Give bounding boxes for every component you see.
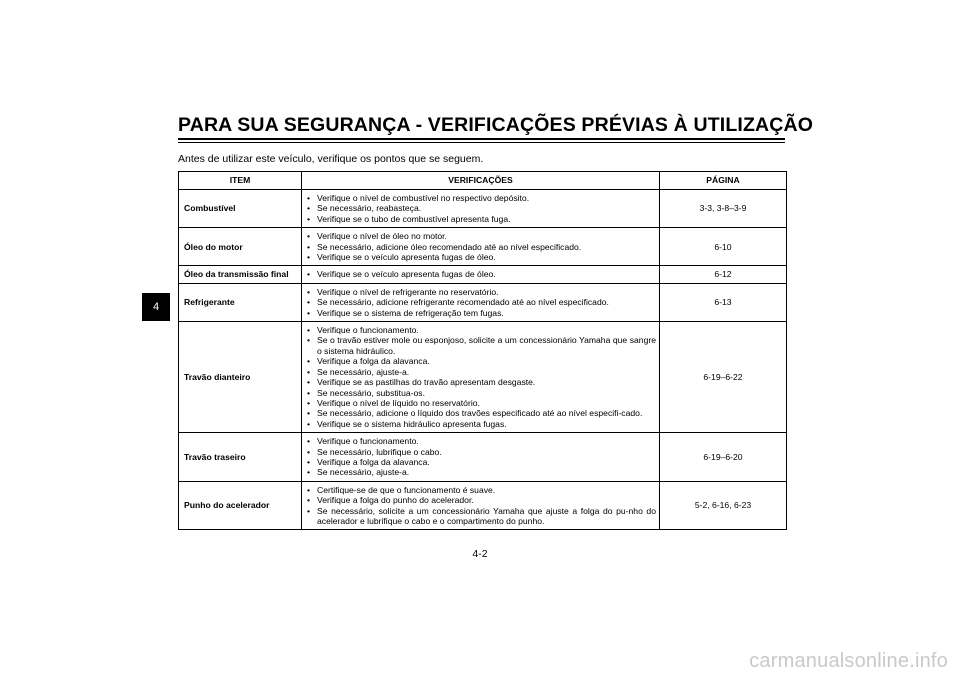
check-item: • Verifique se as pastilhas do travão apresentam desgaste. [305, 377, 656, 387]
item-name: Punho do acelerador [179, 481, 302, 530]
check-item: • Se necessário, ajuste-a. [305, 467, 656, 477]
check-item: • Verifique a folga da alavanca. [305, 356, 656, 366]
check-item: • Se necessário, reabasteça. [305, 203, 656, 213]
check-item: • Verifique a folga da alavanca. [305, 457, 656, 467]
checks-list [305, 193, 656, 224]
page-reference: 6-19–6-20 [660, 433, 787, 482]
title-underline-thin [178, 142, 785, 143]
table-header-row [179, 172, 787, 190]
check-item: • Verifique se o sistema de refrigeração tem fugas. [305, 308, 656, 318]
checks-list [305, 287, 656, 318]
item-name: Óleo do motor [179, 228, 302, 266]
checks-list [305, 485, 656, 527]
page-reference: 6-10 [660, 228, 787, 266]
check-item: • Verifique se o tubo de combustível apresenta fuga. [305, 214, 656, 224]
table-row [179, 433, 787, 482]
check-item: • Verifique se o sistema hidráulico apresenta fugas. [305, 419, 656, 429]
column-header-item: ITEM [179, 172, 302, 190]
column-header-page: PÁGINA [660, 172, 787, 190]
table-row [179, 322, 787, 433]
item-name: Combustível [179, 190, 302, 228]
check-item: • Verifique o nível de combustível no respectivo depósito. [305, 193, 656, 203]
page-reference: 3-3, 3-8–3-9 [660, 190, 787, 228]
check-item: • Se o travão estiver mole ou esponjoso, solicite a um concessionário Yamaha que sangre o sistema hidráulico. [305, 335, 656, 356]
watermark: carmanualsonline.info [749, 650, 948, 672]
check-item: • Certifique-se de que o funcionamento é suave. [305, 485, 656, 495]
check-item: • Verifique a folga do punho do acelerador. [305, 495, 656, 505]
check-item: • Verifique se o veículo apresenta fugas de óleo. [305, 269, 656, 279]
check-item: • Verifique o funcionamento. [305, 436, 656, 446]
checks-cell [302, 266, 660, 283]
checks-cell [302, 228, 660, 266]
check-item: • Verifique o funcionamento. [305, 325, 656, 335]
table-row [179, 266, 787, 283]
table-row [179, 228, 787, 266]
page-number: 4-2 [472, 548, 488, 560]
check-item: • Se necessário, adicione óleo recomendado até ao nível especificado. [305, 242, 656, 252]
checks-cell [302, 481, 660, 530]
checks-list [305, 325, 656, 429]
page-reference: 6-13 [660, 283, 787, 321]
page-reference: 6-12 [660, 266, 787, 283]
check-item: • Se necessário, adicione o líquido dos travões especificado até ao nível especifi-cado. [305, 408, 656, 418]
check-item: • Se necessário, adicione refrigerante recomendado até ao nível especificado. [305, 297, 656, 307]
checks-list [305, 231, 656, 262]
page-reference: 6-19–6-22 [660, 322, 787, 433]
table-row [179, 283, 787, 321]
item-name: Refrigerante [179, 283, 302, 321]
check-item: • Se necessário, ajuste-a. [305, 367, 656, 377]
check-item: • Se necessário, lubrifique o cabo. [305, 447, 656, 457]
check-item: • Verifique o nível de líquido no reservatório. [305, 398, 656, 408]
item-name: Travão dianteiro [179, 322, 302, 433]
table-row [179, 481, 787, 530]
check-item: • Se necessário, solicite a um concessionário Yamaha que ajuste a folga do pu-nho do acelerador e lubrifique o cabo e o compartimento do punho. [305, 506, 656, 527]
checks-list [305, 436, 656, 478]
check-item: • Verifique o nível de refrigerante no reservatório. [305, 287, 656, 297]
chapter-tab: 4 [142, 293, 170, 321]
page-title: PARA SUA SEGURANÇA - VERIFICAÇÕES PRÉVIAS À UTILIZAÇÃO [178, 114, 814, 136]
checks-cell [302, 433, 660, 482]
item-name: Travão traseiro [179, 433, 302, 482]
column-header-checks: VERIFICAÇÕES [302, 172, 660, 190]
checks-cell [302, 322, 660, 433]
table-row [179, 190, 787, 228]
item-name: Óleo da transmissão final [179, 266, 302, 283]
checks-list [305, 269, 656, 279]
checks-cell [302, 190, 660, 228]
table-body [179, 190, 787, 530]
title-underline-thick [178, 138, 785, 140]
check-item: • Verifique se o veículo apresenta fugas de óleo. [305, 252, 656, 262]
check-item: • Se necessário, substitua-os. [305, 388, 656, 398]
check-item: • Verifique o nível de óleo no motor. [305, 231, 656, 241]
intro-text: Antes de utilizar este veículo, verifique os pontos que se seguem. [178, 153, 484, 165]
page-reference: 5-2, 6-16, 6-23 [660, 481, 787, 530]
pre-operation-checks-table [178, 171, 787, 530]
checks-cell [302, 283, 660, 321]
